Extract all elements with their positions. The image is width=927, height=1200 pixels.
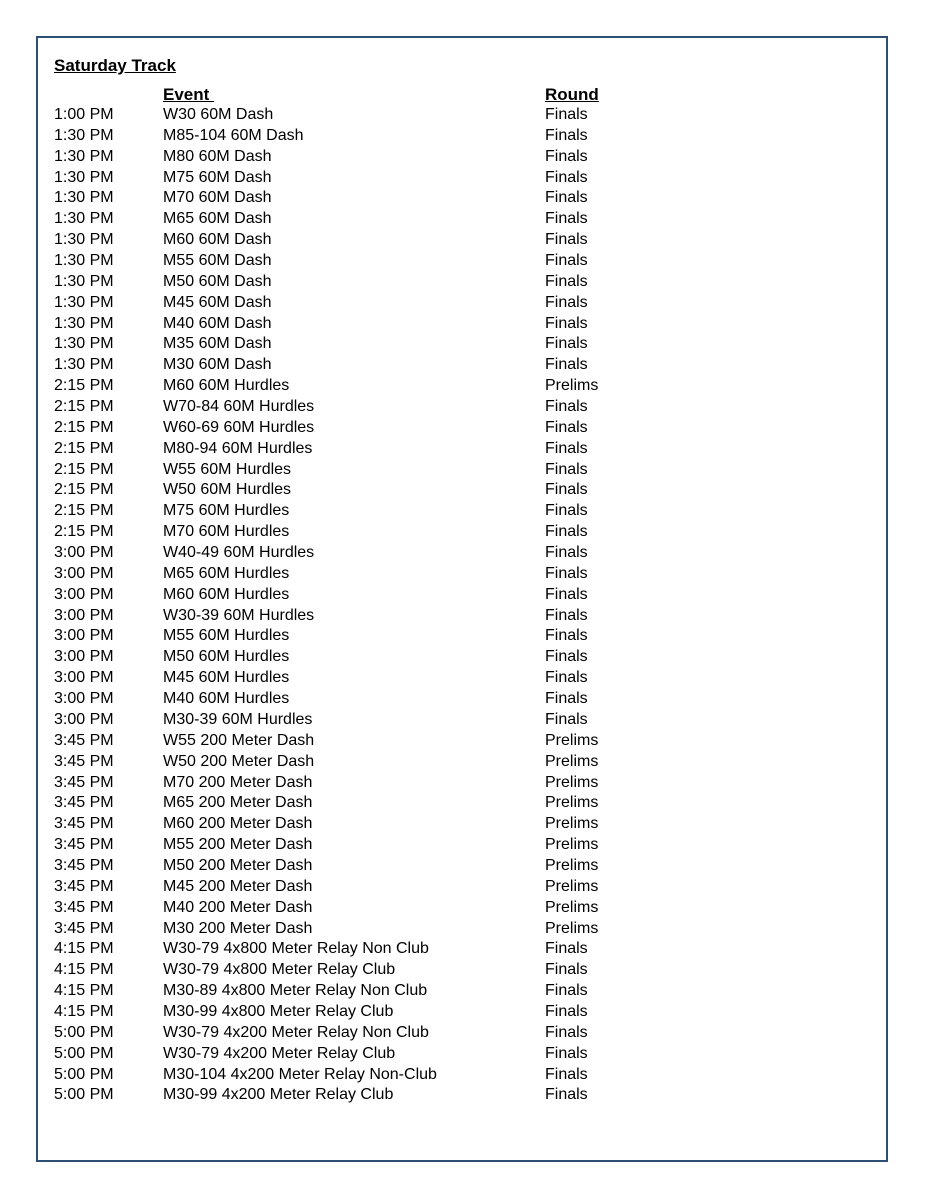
row-time: 5:00 PM <box>54 1044 114 1062</box>
row-round: Prelims <box>545 752 599 770</box>
row-round: Finals <box>545 564 588 582</box>
row-time: 1:30 PM <box>54 335 114 353</box>
row-time: 3:00 PM <box>54 606 114 624</box>
row-time: 2:15 PM <box>54 418 114 436</box>
table-header <box>0 85 927 105</box>
row-round: Finals <box>545 627 588 645</box>
row-round: Finals <box>545 418 588 436</box>
table-row <box>0 397 927 418</box>
row-round: Prelims <box>545 773 599 791</box>
table-row <box>0 793 927 814</box>
row-round: Finals <box>545 252 588 270</box>
header-round: Round <box>545 85 599 104</box>
row-event: M60 60M Dash <box>163 231 272 249</box>
row-round: Finals <box>545 147 588 165</box>
table-row <box>0 626 927 647</box>
row-time: 1:30 PM <box>54 356 114 374</box>
row-round: Finals <box>545 210 588 228</box>
table-row <box>0 1044 927 1065</box>
row-round: Finals <box>545 690 588 708</box>
row-time: 1:00 PM <box>54 106 114 123</box>
row-event: W70-84 60M Hurdles <box>163 398 315 416</box>
row-round: Prelims <box>545 856 599 874</box>
row-round: Finals <box>545 398 588 416</box>
table-row <box>0 188 927 209</box>
schedule-table <box>0 105 927 1106</box>
row-event: M30 60M Dash <box>163 356 272 374</box>
row-event: M50 60M Hurdles <box>163 648 290 666</box>
row-event: W30-79 4x800 Meter Relay Club <box>163 961 396 979</box>
row-round: Finals <box>545 502 588 520</box>
row-round: Prelims <box>545 898 599 916</box>
table-row <box>0 460 927 481</box>
row-round: Finals <box>545 293 588 311</box>
table-row <box>0 856 927 877</box>
table-row <box>0 251 927 272</box>
row-event: M85-104 60M Dash <box>163 126 304 144</box>
row-event: M40 200 Meter Dash <box>163 898 313 916</box>
table-row <box>0 731 927 752</box>
row-time: 3:45 PM <box>54 856 114 874</box>
row-round: Finals <box>545 439 588 457</box>
table-row <box>0 439 927 460</box>
table-row <box>0 814 927 835</box>
table-row <box>0 939 927 960</box>
row-round: Prelims <box>545 377 599 395</box>
table-row <box>0 314 927 335</box>
table-row <box>0 710 927 731</box>
row-round: Prelims <box>545 877 599 895</box>
row-event: M60 200 Meter Dash <box>163 815 313 833</box>
row-time: 2:15 PM <box>54 523 114 541</box>
table-row <box>0 334 927 355</box>
table-row <box>0 543 927 564</box>
row-event: M55 60M Dash <box>163 252 272 270</box>
table-row <box>0 981 927 1002</box>
table-row <box>0 773 927 794</box>
row-round: Prelims <box>545 815 599 833</box>
row-round: Finals <box>545 189 588 207</box>
table-row <box>0 480 927 501</box>
row-event: W55 60M Hurdles <box>163 460 292 478</box>
row-event: M70 60M Dash <box>163 189 272 207</box>
table-row <box>0 606 927 627</box>
row-event: M65 60M Dash <box>163 210 272 228</box>
row-event: M70 200 Meter Dash <box>163 773 313 791</box>
row-time: 3:45 PM <box>54 752 114 770</box>
row-event: M30-89 4x800 Meter Relay Non Club <box>163 982 428 1000</box>
row-round: Finals <box>545 544 588 562</box>
row-event: M30-39 60M Hurdles <box>163 710 313 728</box>
row-round: Finals <box>545 1023 588 1041</box>
row-event: M65 60M Hurdles <box>163 564 290 582</box>
row-round: Prelims <box>545 794 599 812</box>
row-time: 3:45 PM <box>54 731 114 749</box>
table-row <box>0 835 927 856</box>
row-event: W40-49 60M Hurdles <box>163 544 315 562</box>
row-round: Finals <box>545 460 588 478</box>
table-row <box>0 105 927 126</box>
row-time: 5:00 PM <box>54 1065 114 1083</box>
table-row <box>0 376 927 397</box>
row-time: 3:00 PM <box>54 669 114 687</box>
table-row <box>0 668 927 689</box>
table-row <box>0 564 927 585</box>
row-event: M55 200 Meter Dash <box>163 836 313 854</box>
table-row <box>0 647 927 668</box>
row-time: 1:30 PM <box>54 252 114 270</box>
row-round: Prelims <box>545 731 599 749</box>
table-row <box>0 501 927 522</box>
row-round: Finals <box>545 231 588 249</box>
table-row <box>0 209 927 230</box>
row-round: Finals <box>545 106 588 123</box>
row-time: 1:30 PM <box>54 147 114 165</box>
table-row <box>0 230 927 251</box>
row-event: M50 60M Dash <box>163 272 272 290</box>
row-event: M30-99 4x200 Meter Relay Club <box>163 1086 394 1104</box>
row-time: 3:00 PM <box>54 690 114 708</box>
row-event: M75 60M Hurdles <box>163 502 290 520</box>
row-round: Prelims <box>545 836 599 854</box>
row-event: W30-39 60M Hurdles <box>163 606 315 624</box>
row-event: M30-99 4x800 Meter Relay Club <box>163 1002 394 1020</box>
row-round: Finals <box>545 710 588 728</box>
row-time: 1:30 PM <box>54 126 114 144</box>
row-time: 1:30 PM <box>54 314 114 332</box>
row-time: 3:00 PM <box>54 648 114 666</box>
row-event: M40 60M Dash <box>163 314 272 332</box>
row-round: Finals <box>545 585 588 603</box>
row-event: W60-69 60M Hurdles <box>163 418 315 436</box>
row-time: 2:15 PM <box>54 377 114 395</box>
row-event: M30 200 Meter Dash <box>163 919 313 937</box>
row-time: 2:15 PM <box>54 398 114 416</box>
table-row <box>0 522 927 543</box>
row-event: M50 200 Meter Dash <box>163 856 313 874</box>
row-time: 1:30 PM <box>54 231 114 249</box>
row-time: 4:15 PM <box>54 982 114 1000</box>
table-row <box>0 418 927 439</box>
table-row <box>0 1065 927 1086</box>
row-round: Finals <box>545 1002 588 1020</box>
row-round: Finals <box>545 356 588 374</box>
table-row <box>0 1085 927 1106</box>
table-row <box>0 147 927 168</box>
table-row <box>0 126 927 147</box>
row-event: M60 60M Hurdles <box>163 377 290 395</box>
row-time: 3:45 PM <box>54 773 114 791</box>
row-round: Finals <box>545 1044 588 1062</box>
row-event: M35 60M Dash <box>163 335 272 353</box>
row-time: 2:15 PM <box>54 502 114 520</box>
row-event: M60 60M Hurdles <box>163 585 290 603</box>
row-time: 1:30 PM <box>54 293 114 311</box>
row-time: 3:45 PM <box>54 836 114 854</box>
table-row <box>0 293 927 314</box>
row-round: Finals <box>545 335 588 353</box>
table-row <box>0 689 927 710</box>
row-time: 3:00 PM <box>54 710 114 728</box>
row-event: W30-79 4x200 Meter Relay Non Club <box>163 1023 429 1041</box>
row-round: Finals <box>545 523 588 541</box>
row-round: Finals <box>545 1065 588 1083</box>
row-event: M55 60M Hurdles <box>163 627 290 645</box>
row-event: M75 60M Dash <box>163 168 272 186</box>
row-time: 3:45 PM <box>54 815 114 833</box>
row-time: 1:30 PM <box>54 210 114 228</box>
row-time: 3:00 PM <box>54 627 114 645</box>
table-row <box>0 272 927 293</box>
row-event: W55 200 Meter Dash <box>163 731 315 749</box>
row-time: 3:45 PM <box>54 898 114 916</box>
row-event: M45 60M Dash <box>163 293 272 311</box>
table-row <box>0 898 927 919</box>
row-time: 1:30 PM <box>54 272 114 290</box>
row-event: M45 60M Hurdles <box>163 669 290 687</box>
table-row <box>0 1023 927 1044</box>
row-time: 4:15 PM <box>54 961 114 979</box>
table-row <box>0 877 927 898</box>
row-event: W50 60M Hurdles <box>163 481 292 499</box>
row-round: Prelims <box>545 919 599 937</box>
row-round: Finals <box>545 168 588 186</box>
row-time: 3:00 PM <box>54 544 114 562</box>
row-round: Finals <box>545 481 588 499</box>
row-round: Finals <box>545 961 588 979</box>
row-event: W50 200 Meter Dash <box>163 752 315 770</box>
row-time: 5:00 PM <box>54 1086 114 1104</box>
table-row <box>0 919 927 940</box>
row-event: M80-94 60M Hurdles <box>163 439 313 457</box>
row-time: 3:00 PM <box>54 585 114 603</box>
row-event: W30 60M Dash <box>163 106 274 123</box>
row-round: Finals <box>545 940 588 958</box>
row-round: Finals <box>545 669 588 687</box>
row-time: 4:15 PM <box>54 940 114 958</box>
table-row <box>0 168 927 189</box>
table-row <box>0 355 927 376</box>
row-time: 3:45 PM <box>54 794 114 812</box>
page-title: Saturday Track <box>54 56 176 75</box>
row-round: Finals <box>545 314 588 332</box>
header-event: Event <box>163 85 215 104</box>
row-event: W30-79 4x800 Meter Relay Non Club <box>163 940 429 958</box>
row-event: M40 60M Hurdles <box>163 690 290 708</box>
row-event: M70 60M Hurdles <box>163 523 290 541</box>
row-event: M30-104 4x200 Meter Relay Non-Club <box>163 1065 437 1083</box>
table-row <box>0 960 927 981</box>
row-time: 1:30 PM <box>54 168 114 186</box>
row-round: Finals <box>545 272 588 290</box>
row-time: 2:15 PM <box>54 460 114 478</box>
row-time: 4:15 PM <box>54 1002 114 1020</box>
row-time: 1:30 PM <box>54 189 114 207</box>
row-time: 3:45 PM <box>54 877 114 895</box>
row-time: 3:45 PM <box>54 919 114 937</box>
row-time: 5:00 PM <box>54 1023 114 1041</box>
row-round: Finals <box>545 982 588 1000</box>
row-event: M65 200 Meter Dash <box>163 794 313 812</box>
row-time: 3:00 PM <box>54 564 114 582</box>
table-row <box>0 752 927 773</box>
row-round: Finals <box>545 126 588 144</box>
row-event: W30-79 4x200 Meter Relay Club <box>163 1044 396 1062</box>
row-time: 2:15 PM <box>54 439 114 457</box>
row-time: 2:15 PM <box>54 481 114 499</box>
table-row <box>0 585 927 606</box>
row-event: M45 200 Meter Dash <box>163 877 313 895</box>
row-round: Finals <box>545 606 588 624</box>
table-row <box>0 1002 927 1023</box>
row-event: M80 60M Dash <box>163 147 272 165</box>
row-round: Finals <box>545 648 588 666</box>
row-round: Finals <box>545 1086 588 1104</box>
